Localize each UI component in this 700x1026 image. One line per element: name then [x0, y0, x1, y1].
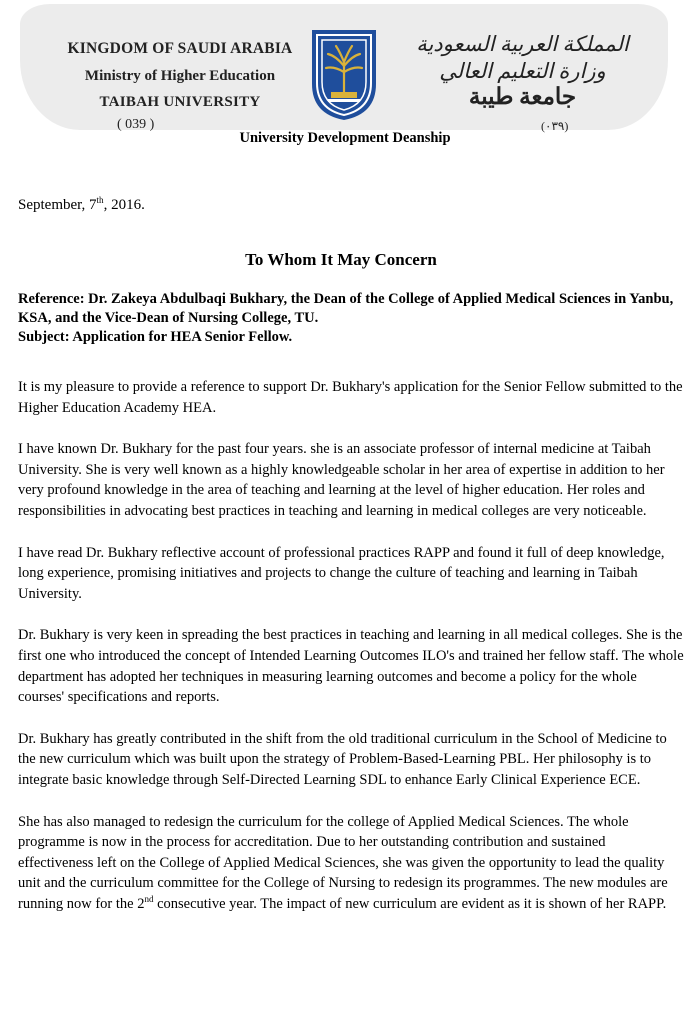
university-name-arabic: جامعة طيبة [468, 84, 577, 109]
kingdom-name: KINGDOM OF SAUDI ARABIA [67, 40, 293, 57]
paragraph-6 [18, 812, 684, 915]
paragraph-4: Dr. Bukhary is very keen in spreading the best practices in teaching and learning in all medical colleges. She is the first one who introduced the concept of Intended Learning Outcomes ILO's and trained her fellow staff. The whole department has adopted her techniques in measuring learning outcomes and become a policy for the whole courses' specifications and reports. [18, 627, 684, 706]
ministry-name-arabic: وزارة التعليم العالي [439, 59, 606, 83]
university-logo-icon [306, 22, 382, 122]
paragraph-6-superscript: nd [144, 893, 154, 904]
subject-line: Subject: Application for HEA Senior Fellow. [18, 329, 293, 345]
date-suffix: , 2016. [103, 197, 145, 213]
postal-code-arabic: (٠٣٩) [541, 119, 569, 133]
letter-body [18, 377, 684, 935]
letter-title: To Whom It May Concern [245, 250, 437, 269]
paragraph-2: I have known Dr. Bukhary for the past four years. she is an associate professor of internal medicine at Taibah University. She is very well known as a highly knowledgeable scholar in her area of expertise in addition to her very profound knowledge in the area of teaching and learning at the level of higher education. Her roles and responsibilities in advocating best practices in teaching and learning in medical colleges are very noticeable. [18, 441, 665, 519]
letterhead-arabic [415, 32, 630, 110]
date-superscript: th [96, 195, 104, 205]
reference-block [18, 290, 678, 347]
paragraph-3: I have read Dr. Bukhary reflective account of professional practices RAPP and found it full of deep knowledge, long experience, promising initiatives and projects to change the culture of teaching and learning in Taibah University. [18, 544, 665, 602]
paragraph-6-text-end: consecutive year. The impact of new curriculum are evident as it is shown of her RAPP. [153, 895, 667, 912]
kingdom-name-arabic: المملكة العربية السعودية [416, 32, 629, 56]
paragraph-1: It is my pleasure to provide a reference to support Dr. Bukhary's application for the Senior Fellow submitted to the Higher Education Academy HEA. [18, 379, 683, 416]
university-name: TAIBAH UNIVERSITY [99, 94, 261, 110]
ministry-name: Ministry of Higher Education [84, 68, 276, 84]
reference-line: Reference: Dr. Zakeya Abdulbaqi Bukhary, the Dean of the College of Applied Medical Sciences in Yanbu, KSA, and the Vice-Dean of Nursing College, TU. [18, 291, 674, 326]
paragraph-5: Dr. Bukhary has greatly contributed in the shift from the old traditional curriculum in the School of Medicine to the new curriculum which was built upon the strategy of Problem-Based-Learning PBL. Her philosophy is to integrate basic knowledge through Self-Directed Learning SDL to enhance Early Clinical Experience ECE. [18, 730, 667, 788]
deanship-name: University Development Deanship [239, 130, 451, 146]
date-prefix: September, 7 [18, 197, 97, 213]
letter-date [18, 197, 145, 214]
paragraph-6-text: She has also managed to redesign the curriculum for the college of Applied Medical Sciences. The whole programme is now in the process for accreditation. Due to her outstanding contribution and sustained effectiveness left on the College of Applied Medical Sciences, she was given the opportunity to lead the quality unit and the curriculum committee for the College of Nursing to redesign its programmes. The new modules are running now for the 2 [18, 813, 668, 912]
postal-code: ( 039 ) [117, 117, 155, 132]
letterhead-english [50, 40, 310, 111]
